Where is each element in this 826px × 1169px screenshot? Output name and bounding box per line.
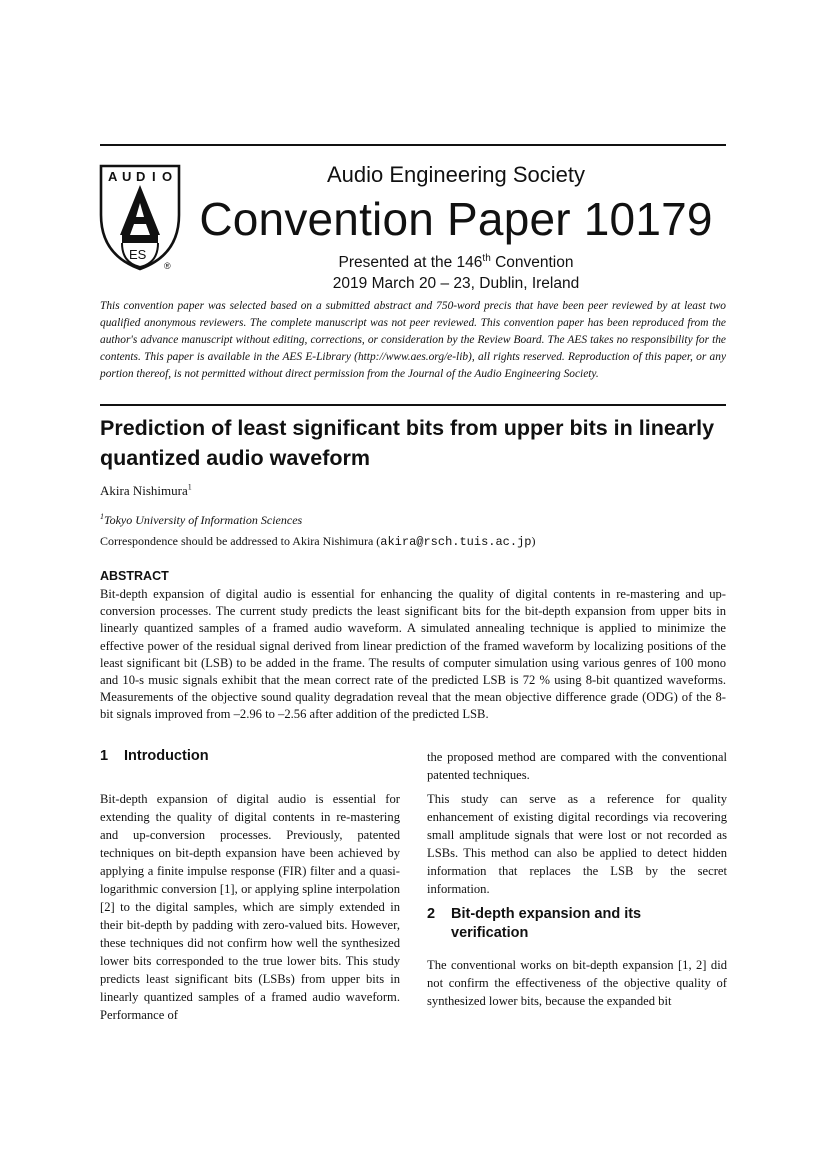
affiliation-name: Tokyo University of Information Sciences	[104, 513, 303, 527]
intro-paragraph-1: Bit-depth expansion of digital audio is essential for extending the quality of digital contents in re-mastering and up-conversion processes. Previously, patented techniques on bit-depth expansion have been achieved by applying a finite impulse response (FIR) filter and a quasi-logarithmic conversion [1], or applying spline interpolation [2] to the digital samples, which are simply extended in their bit-depth by padding with zero-valued bits. However, these techniques did not confirm how well the synthesized lower bits corresponded to the true lower bits. This study predicts least significant bits (LSBs) from upper bits in linearly quantized samples of a framed audio waveform. Performance of	[100, 792, 400, 1022]
section-2-title-line2: verification	[451, 925, 529, 941]
author-sup: 1	[187, 482, 192, 492]
presented-prefix: Presented at the 146	[338, 254, 483, 271]
logo-letter-d: D	[136, 169, 146, 184]
intro-paragraph-2: the proposed method are compared with the conventional patented techniques.	[427, 750, 727, 782]
society-name: Audio Engineering Society	[326, 162, 586, 187]
corresp-prefix: Correspondence should be addressed to Akira Nishimura (	[100, 534, 381, 548]
intro-heading	[100, 748, 209, 764]
intro-title: Introduction	[124, 748, 209, 764]
abstract-text: Bit-depth expansion of digital audio is essential for enhancing the quality of digital contents in re-mastering and up-conversion processes. The current study predicts the least significant bits for the bit-depth expansion from upper bits in linearly quantized samples of a framed audio waveform. A simulated annealing technique is applied to minimize the effective power of the residual signal derived from linear prediction of the framed waveform by localizing positions of the least significant bit (LSB) to be added in the frame. The results of computer simulation using various genres of 100 mono and 10-s music signals exhibit that the mean correct rate of the predicted LSB is 72 % using 8-bit quantized waveforms. Measurements of the objective sound quality degradation reveal that the mean objective difference grade (ODG) of the 8-bit signals improved from –2.96 to –2.56 after addition of the predicted LSB.	[100, 587, 726, 722]
logo-letter-a: A	[108, 169, 118, 184]
presented-suffix: Convention	[490, 254, 574, 271]
convention-paper-title: Convention Paper 10179	[199, 193, 713, 245]
logo-letter-u: U	[122, 169, 132, 184]
review-notice: This convention paper was selected based on a submitted abstract and 750-word precis that have been peer reviewed by at least two qualified anonymous reviewers. The complete manuscript was not peer reviewed. This convention paper has been reproduced from the author's advance manuscript without editing, corrections, or consideration by the Review Board. The AES takes no responsibility for the contents. This paper is available in the AES E-Library (http://www.aes.org/e-lib), all rights reserved. Reproduction of this paper, or any portion thereof, is not permitted without direct permission from the Journal of the Audio Engineering Society.	[100, 300, 726, 380]
section-2-heading	[427, 905, 727, 943]
paper-title: Prediction of least significant bits from upper bits in linearly quantized audio waveform	[100, 416, 715, 470]
logo-registered: ®	[164, 261, 171, 271]
correspondence-line	[100, 534, 536, 549]
section-rule	[100, 404, 726, 406]
top-rule	[100, 144, 726, 146]
aes-logo-icon	[98, 163, 182, 273]
corresp-suffix: )	[531, 534, 536, 548]
affiliation-line	[100, 513, 302, 528]
presented-at	[186, 252, 726, 294]
intro-number: 1	[100, 748, 109, 764]
logo-letter-i: I	[152, 169, 156, 184]
author-name: Akira Nishimura	[100, 483, 188, 498]
logo-es: ES	[129, 247, 147, 262]
section-2-title-line1: Bit-depth expansion and its	[451, 906, 642, 922]
section-2-paragraph-1: The conventional works on bit-depth expansion [1, 2] did not confirm the effectiveness of the objective quality of synthesized lower bits, because the expanded bit	[427, 958, 727, 1008]
date-place: 2019 March 20 – 23, Dublin, Ireland	[332, 275, 580, 292]
presented-sup: th	[482, 252, 491, 264]
section-2-number: 2	[427, 906, 436, 922]
affiliation-sup: 1	[100, 512, 104, 521]
intro-paragraph-3: This study can serve as a reference for quality enhancement of existing digital recordings via recovering small amplitude signals that were lost or not recorded as LSBs. This method can also be applied to detect hidden information that replaces the LSB by the secret information.	[427, 792, 727, 896]
corresp-email[interactable]: akira@rsch.tuis.ac.jp	[380, 535, 532, 549]
author-line	[100, 483, 192, 499]
logo-letter-o: O	[162, 169, 173, 184]
abstract-heading: ABSTRACT	[100, 569, 169, 583]
